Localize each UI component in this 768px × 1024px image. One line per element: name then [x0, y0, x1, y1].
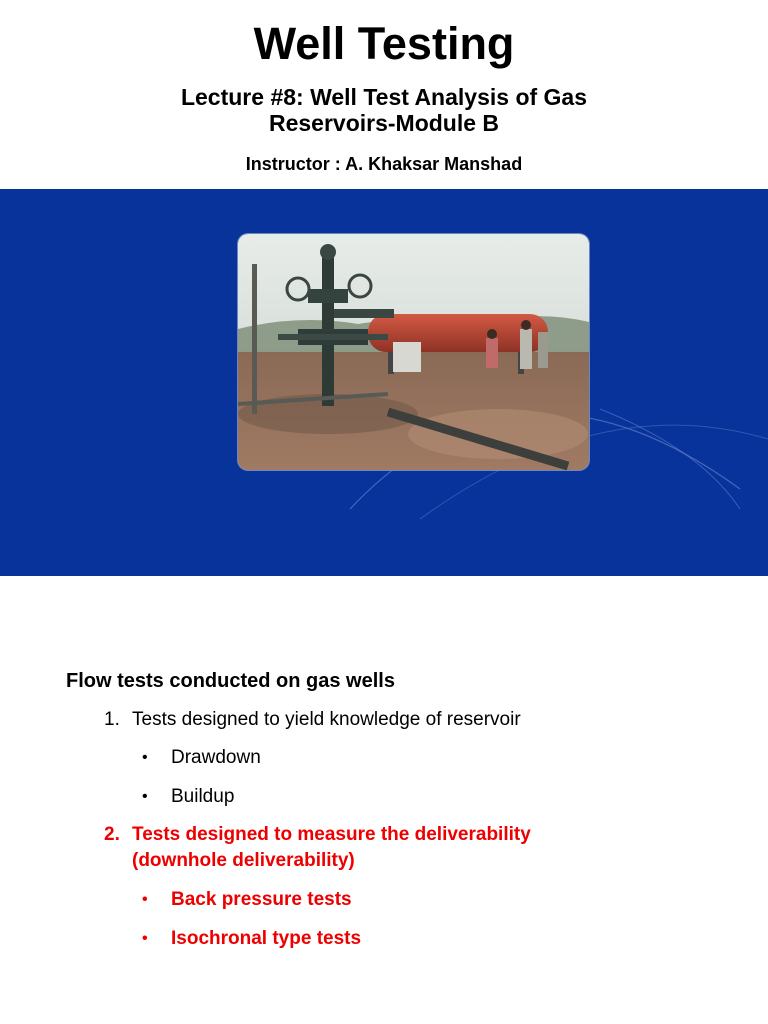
subtitle-line-1: Lecture #8: Well Test Analysis of Gas	[180, 84, 588, 110]
bullet-icon: •	[142, 930, 148, 947]
list-item-2-number: 2.	[104, 824, 120, 845]
bullet-item-isochronal: Isochronal type tests	[171, 928, 362, 949]
bullet-item-back-pressure: Back pressure tests	[171, 889, 352, 910]
bullet-item-drawdown: Drawdown	[171, 747, 261, 768]
blue-banner	[0, 189, 768, 576]
list-item-1-number: 1.	[104, 709, 120, 730]
subtitle-line-2: Reservoirs-Module B	[268, 110, 500, 136]
wellhead-photo	[238, 234, 589, 470]
bullet-item-buildup: Buildup	[171, 786, 235, 807]
content-heading: Flow tests conducted on gas wells	[66, 670, 395, 692]
bullet-icon: •	[142, 891, 148, 908]
instructor-line: Instructor : A. Khaksar Manshad	[245, 154, 523, 174]
content-slide	[0, 576, 768, 1024]
list-item-2-line-1: Tests designed to measure the deliverability	[132, 824, 531, 845]
list-item-1-text: Tests designed to yield knowledge of reservoir	[132, 709, 521, 730]
lecture-subtitle	[0, 84, 768, 136]
slide-title: Well Testing	[253, 18, 515, 69]
list-item-2-line-2: (downhole deliverability)	[132, 850, 355, 871]
bullet-icon: •	[142, 749, 148, 766]
bullet-icon: •	[142, 788, 148, 805]
